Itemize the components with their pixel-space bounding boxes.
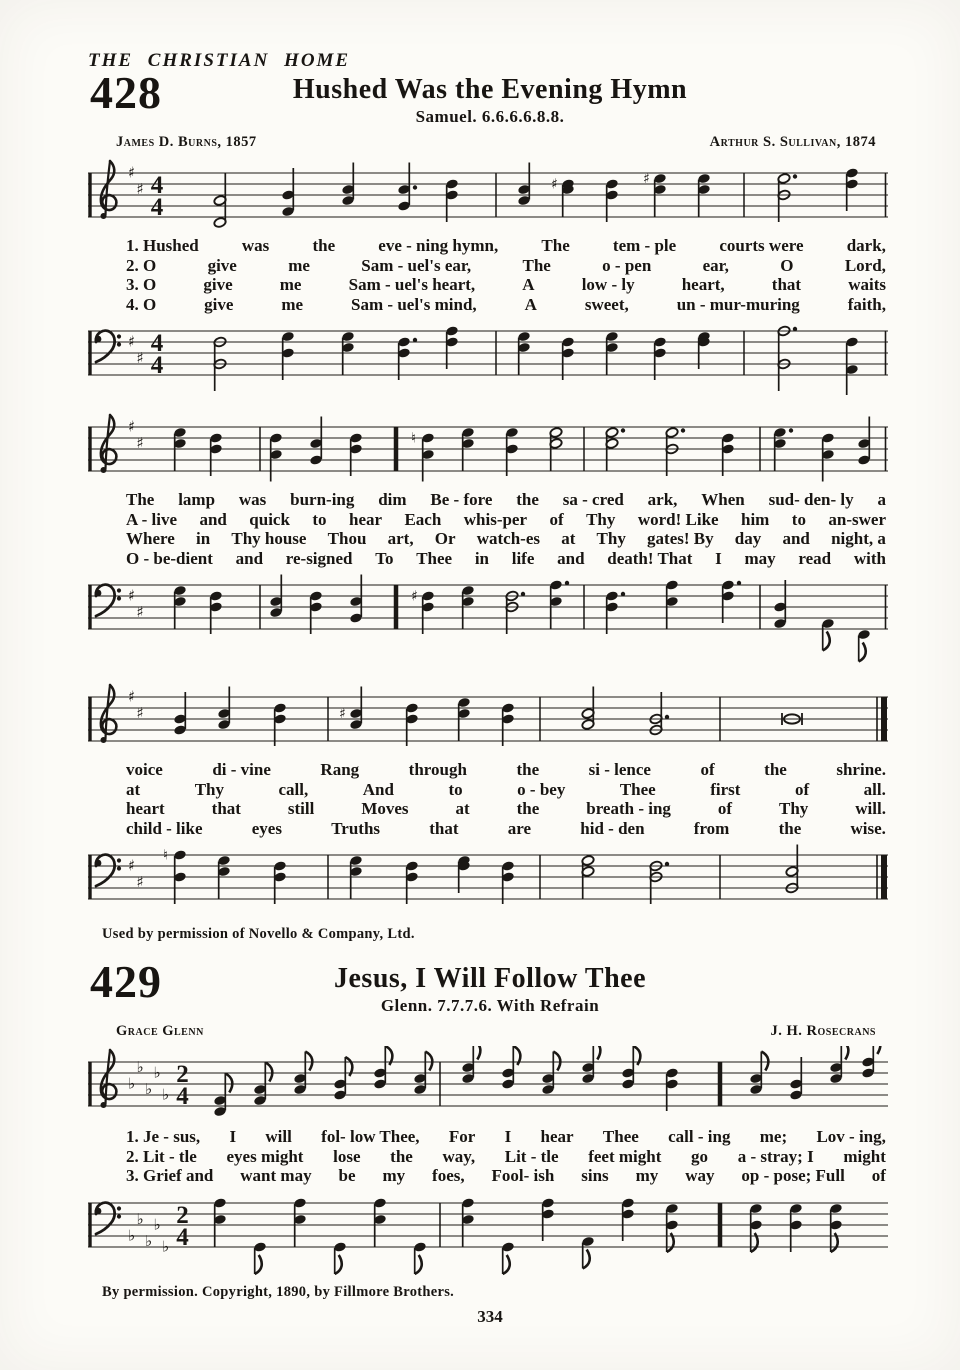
lyric-token: my: [635, 1166, 659, 1185]
sharp-sign: ♯: [136, 603, 144, 621]
lyric-token: may: [744, 548, 776, 568]
lyric-token: Thy: [194, 779, 224, 799]
time-signature: 4: [176, 1083, 189, 1110]
lyric-token: The: [126, 490, 155, 509]
lyric-token: the: [390, 1146, 413, 1166]
hymn-byline: [116, 1023, 876, 1040]
lyric-token: to: [448, 779, 463, 799]
lyric-token: Thy: [779, 799, 809, 818]
lyric-token: 2. O: [126, 255, 157, 275]
accidental-sign: ♯: [411, 588, 418, 605]
lyric-token: O: [780, 255, 794, 275]
hymn-428: [88, 67, 892, 943]
lyric-token: me: [281, 294, 304, 314]
sharp-sign: ♯: [128, 417, 136, 436]
lyric-token: For: [448, 1127, 476, 1146]
lyric-token: child - like: [126, 818, 203, 838]
accidental-sign: ♯: [339, 706, 346, 722]
permission-note: By permission. Copyright, 1890, by Fillmore Brothers.: [102, 1283, 455, 1300]
lyric-token: night, a: [831, 529, 886, 548]
lyric-token: Sam - uel's heart,: [348, 275, 476, 294]
lyric-token: A: [522, 275, 535, 294]
lyric-token: through: [408, 760, 467, 779]
lyric-token: in: [474, 548, 490, 568]
lyric-token: The: [522, 255, 551, 275]
accidental-sign: ♮: [411, 430, 417, 447]
lyric-token: 1. Je - sus,: [126, 1127, 201, 1146]
lyric-token: an-swer: [828, 509, 886, 529]
lyric-token: and: [235, 548, 264, 568]
treble-staff-wrap: [88, 157, 892, 235]
lyric-token: word! Like: [637, 509, 719, 529]
lyric-token: Thou: [327, 529, 367, 548]
lyric-token: I: [715, 548, 722, 568]
lyric-token: O - be-dient: [126, 548, 213, 568]
lyric-token: hear: [540, 1127, 574, 1146]
lyric-token: foes,: [432, 1166, 465, 1185]
lyric-token: read: [798, 548, 832, 568]
lyric-token: Where: [126, 529, 175, 548]
lyric-token: sins: [581, 1166, 609, 1185]
lyric-token: want may: [240, 1166, 312, 1185]
hymn-429: [88, 956, 892, 1301]
lyric-token: to: [791, 509, 806, 529]
lyric-token: Fool- ish: [491, 1166, 555, 1185]
flat-sign: ♭: [153, 1063, 161, 1082]
treble-staff-wrap: [88, 411, 892, 489]
treble-staff-wrap: [88, 1046, 892, 1126]
music-system: [88, 1046, 892, 1281]
lyric-token: art,: [387, 529, 414, 548]
hymn-composer: Arthur S. Sullivan, 1874: [709, 134, 876, 150]
sharp-sign: ♯: [136, 704, 144, 722]
lyric-token: wise.: [850, 818, 886, 838]
sharp-sign: ♯: [136, 434, 144, 452]
lyric-token: quick: [249, 509, 290, 529]
lyric-token: low - ly: [581, 275, 635, 294]
lyric-token: the: [516, 760, 540, 779]
lyric-token: 4. O: [126, 294, 157, 314]
lyric-token: dim: [378, 490, 407, 509]
music-system: [88, 157, 892, 395]
lyric-token: To: [375, 548, 394, 568]
lyric-token: breath - ing: [586, 799, 671, 818]
lyric-token: life: [511, 548, 535, 568]
lyric-token: Moves: [361, 799, 409, 818]
hymn-428-head: [88, 67, 892, 127]
lyric-line: [126, 295, 886, 315]
lyric-token: way: [685, 1166, 715, 1185]
lyric-token: 2. Lit - tle: [126, 1146, 197, 1166]
lyric-token: si - lence: [588, 760, 651, 779]
lyric-token: Lit - tle: [504, 1146, 559, 1166]
treble-staff-wrap: [88, 681, 892, 759]
lyric-token: give: [204, 294, 234, 314]
lyric-token: ear,: [702, 255, 729, 275]
music-staff-bass: [88, 315, 888, 395]
lyric-token: faith,: [847, 294, 886, 314]
flat-sign: ♭: [162, 1085, 170, 1104]
lyric-token: will: [265, 1127, 292, 1146]
lyric-token: heart,: [681, 275, 725, 294]
lyric-token: the: [778, 818, 802, 838]
sharp-sign: ♯: [136, 349, 144, 367]
lyric-token: at: [455, 799, 470, 818]
lyric-token: at: [126, 779, 141, 799]
lyric-token: day: [734, 529, 762, 548]
lyric-line: [126, 1127, 886, 1147]
lyric-token: to: [312, 509, 327, 529]
lyric-token: Sam - uel's mind,: [351, 294, 477, 314]
time-signature: 4: [176, 1223, 189, 1251]
lyric-token: was: [238, 490, 267, 509]
time-signature: 4: [150, 194, 164, 221]
time-signature: 4: [150, 330, 164, 357]
lyric-token: give: [203, 275, 233, 294]
lyric-line: [126, 819, 886, 839]
lyric-line: [126, 799, 886, 819]
lyrics-block: [126, 490, 886, 568]
lyric-token: all.: [863, 779, 886, 799]
hymn-byline: [116, 134, 876, 151]
flat-sign: ♭: [162, 1237, 170, 1255]
lyric-line: [126, 1166, 886, 1186]
lyric-token: call,: [278, 779, 309, 799]
hymn-author: James D. Burns, 1857: [116, 134, 257, 150]
lyric-token: of: [717, 799, 733, 818]
lyric-token: the: [312, 236, 336, 255]
lyric-token: A - live: [126, 509, 177, 529]
lyric-token: Or: [434, 529, 456, 548]
lyric-token: be: [338, 1166, 356, 1185]
lyric-token: whis-per: [463, 509, 528, 529]
lyric-token: eyes might: [226, 1146, 304, 1166]
lyric-line: [126, 510, 886, 530]
lyric-token: and: [199, 509, 227, 529]
lyric-token: the: [764, 760, 787, 779]
hymn-title: Hushed Was the Evening Hymn: [292, 74, 688, 105]
lyric-token: are: [507, 818, 532, 838]
lyric-token: tem - ple: [612, 236, 677, 255]
lyric-token: Thee: [619, 779, 656, 799]
bass-staff-wrap: [88, 315, 892, 395]
flat-sign: ♭: [145, 1080, 153, 1098]
lyric-token: A: [524, 294, 537, 314]
lyric-token: Be - fore: [430, 490, 493, 509]
lyric-token: o - pen: [602, 255, 652, 275]
lyric-token: sa - cred: [562, 490, 624, 509]
permission-note: Used by permission of Novello & Company, Ltd.: [102, 926, 415, 942]
lyric-token: hear: [348, 509, 383, 529]
lyric-token: sweet,: [584, 294, 629, 314]
lyric-token: the: [516, 490, 539, 509]
music-staff-treble: [88, 411, 888, 489]
time-signature: 4: [150, 352, 164, 379]
lyric-token: death! That: [607, 548, 693, 568]
lyric-token: go: [691, 1146, 709, 1166]
lyric-token: the: [516, 799, 540, 818]
lyric-token: might: [843, 1146, 886, 1166]
music-system: [88, 681, 892, 923]
lyric-token: Thee: [416, 548, 453, 568]
lyric-token: Truths: [331, 818, 381, 838]
lyric-line: [126, 275, 886, 295]
bass-staff-wrap: [88, 569, 892, 665]
music-staff-treble: [88, 157, 888, 235]
lyric-token: a - stray; I: [737, 1146, 814, 1166]
lyric-token: me: [288, 255, 310, 275]
music-staff-bass: [88, 569, 888, 665]
lyric-token: o - bey: [517, 779, 566, 799]
lyric-line: [126, 236, 886, 256]
flat-sign: ♭: [145, 1231, 153, 1250]
lyric-token: will.: [855, 799, 886, 818]
lyric-token: fol- low Thee,: [321, 1127, 420, 1146]
lyric-token: call - ing: [668, 1127, 731, 1146]
lyric-token: was: [241, 236, 270, 255]
lyric-token: my: [382, 1166, 406, 1185]
lyric-token: 3. Grief and: [126, 1166, 214, 1185]
lyric-token: eve - ning hymn,: [378, 236, 499, 255]
lyric-line: [126, 490, 886, 510]
time-signature: 2: [176, 1201, 189, 1229]
flat-sign: ♭: [128, 1074, 136, 1093]
lyric-token: voice: [126, 760, 163, 779]
lyric-line: [126, 256, 886, 276]
lyric-token: courts were: [719, 236, 804, 255]
music-systems-428: [88, 157, 892, 923]
lyric-token: that: [211, 799, 241, 818]
lyric-token: Lov - ing,: [816, 1127, 886, 1146]
accidental-sign: ♯: [551, 176, 558, 193]
music-staff-treble: [88, 1046, 888, 1126]
lyric-token: at: [561, 529, 576, 548]
flat-sign: ♭: [136, 1058, 144, 1076]
hymn-number: 428: [90, 67, 162, 118]
lyric-token: ark,: [647, 490, 678, 509]
lyric-line: [126, 549, 886, 569]
lyric-token: waits: [848, 275, 886, 294]
music-systems-429: [88, 1046, 892, 1281]
lyric-token: Sam - uel's ear,: [361, 255, 472, 275]
lyric-token: Thee: [602, 1127, 639, 1146]
lyric-token: me: [279, 275, 302, 294]
lyric-token: I: [504, 1127, 512, 1146]
lyric-token: that: [429, 818, 459, 838]
lyric-line: [126, 529, 886, 549]
lyric-token: Thy: [586, 509, 616, 529]
lyric-token: dark,: [846, 236, 886, 255]
lyric-token: heart: [126, 799, 165, 818]
lyrics-block: [126, 1127, 886, 1186]
lyrics-block: [126, 236, 886, 314]
lyric-token: gates! By: [647, 529, 714, 548]
hymn-composer: J. H. Rosecrans: [770, 1023, 876, 1039]
lyric-token: Rang: [320, 760, 360, 779]
flat-sign: ♭: [153, 1215, 161, 1233]
lyric-token: Thy: [596, 529, 626, 548]
lyric-token: in: [195, 529, 211, 548]
time-signature: 2: [176, 1061, 189, 1088]
lyric-token: un - mur-muring: [676, 294, 800, 314]
music-staff-treble: [88, 681, 888, 759]
hymn-meter: Samuel. 6.6.6.6.8.8.: [415, 107, 565, 126]
sharp-sign: ♯: [136, 180, 144, 198]
lyric-token: eyes: [251, 818, 282, 838]
sharp-sign: ♯: [128, 687, 136, 706]
lyric-token: of: [700, 760, 715, 779]
lyric-token: re-signed: [285, 548, 353, 568]
lyric-line: [126, 760, 886, 780]
lyric-token: hid - den: [580, 818, 645, 838]
lyric-token: with: [853, 548, 886, 568]
lyric-token: a: [877, 490, 886, 509]
page-number: 334: [477, 1306, 503, 1326]
lyric-token: watch-es: [476, 529, 540, 548]
lyric-token: Thy house: [231, 529, 307, 548]
lyric-line: [126, 780, 886, 800]
sharp-sign: ♯: [136, 873, 144, 891]
lyric-token: 1. Hushed: [126, 236, 199, 255]
bass-staff-wrap: [88, 839, 892, 923]
lyric-token: of: [871, 1166, 886, 1185]
hymn-title: Jesus, I Will Follow Thee: [334, 963, 646, 994]
section-header: THE CHRISTIAN HOME: [88, 50, 351, 71]
lyric-token: way,: [442, 1146, 476, 1166]
lyric-line: [126, 1147, 886, 1167]
flat-sign: ♭: [136, 1209, 144, 1228]
lyric-token: shrine.: [836, 760, 886, 779]
lyric-token: still: [287, 799, 315, 818]
sharp-sign: ♯: [128, 163, 136, 182]
hymn-number: 429: [90, 956, 162, 1007]
accidental-sign: ♮: [163, 847, 169, 864]
lyric-token: of: [794, 779, 810, 799]
accidental-sign: ♯: [643, 171, 650, 187]
lyric-token: and: [782, 529, 810, 548]
lyric-token: lose: [333, 1146, 361, 1166]
time-signature: 4: [150, 172, 164, 199]
sharp-sign: ♯: [128, 586, 136, 605]
lyric-token: 3. O: [126, 275, 157, 294]
lyric-token: him: [741, 509, 770, 529]
music-system: [88, 411, 892, 665]
lyric-token: give: [207, 255, 237, 275]
lyric-token: di - vine: [212, 760, 271, 779]
lyric-token: Each: [404, 509, 442, 529]
lyric-token: And: [362, 779, 394, 799]
lyric-token: from: [693, 818, 730, 838]
lyric-token: op - pose; Full: [741, 1166, 845, 1185]
lyric-token: The: [541, 236, 570, 255]
lyric-token: and: [557, 548, 585, 568]
lyric-token: feet might: [588, 1146, 662, 1166]
lyric-token: lamp: [178, 490, 216, 509]
bass-staff-wrap: [88, 1187, 892, 1281]
lyrics-block: [126, 760, 886, 838]
lyric-token: When: [701, 490, 745, 509]
lyric-token: sud- den- ly: [768, 490, 854, 509]
lyric-token: of: [549, 509, 564, 529]
lyric-token: Lord,: [844, 255, 886, 275]
hymn-author: Grace Glenn: [116, 1023, 204, 1039]
sharp-sign: ♯: [128, 856, 136, 875]
lyric-token: I: [229, 1127, 237, 1146]
music-staff-bass: [88, 839, 888, 923]
sharp-sign: ♯: [128, 332, 136, 351]
lyric-token: me;: [759, 1127, 788, 1146]
hymn-meter: Glenn. 7.7.7.6. With Refrain: [380, 996, 600, 1015]
lyric-token: burn-ing: [290, 490, 355, 509]
hymn-429-head: [88, 956, 892, 1016]
flat-sign: ♭: [128, 1226, 136, 1244]
music-staff-bass: [88, 1187, 888, 1281]
lyric-token: first: [710, 779, 741, 799]
lyric-token: that: [771, 275, 802, 294]
